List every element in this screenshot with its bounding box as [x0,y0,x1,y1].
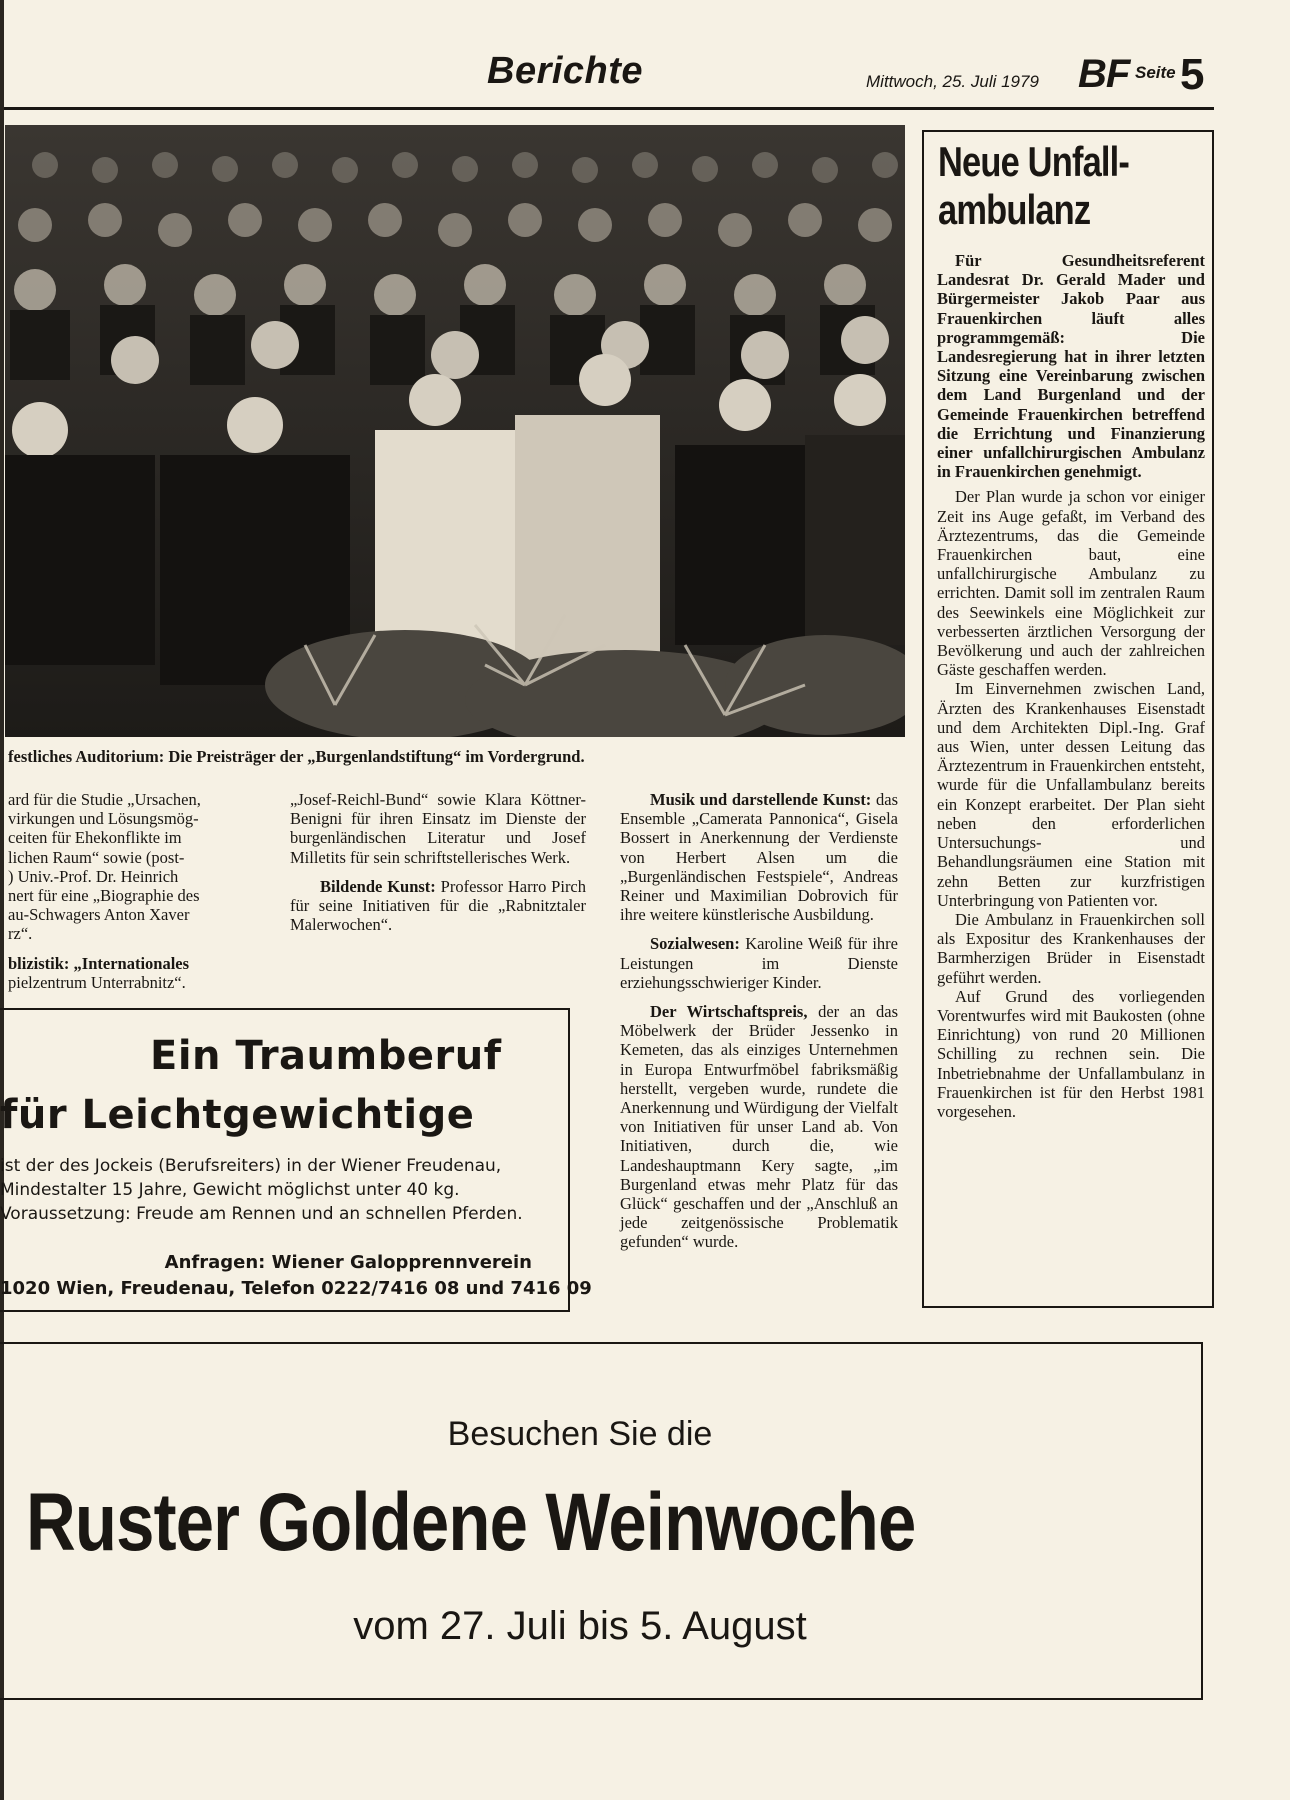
col1-line: blizistik: „Internationales [8,953,190,973]
sidebar-paragraph: Im Einvernehmen zwischen Land, Ärzten des Krankenhauses Eisenstadt und dem Architekten Dipl.-Ing. Graf aus Wien, unter dessen Leitung das Ärztezentrum in Frauenkirchen entsteht, wurde für die Unfallambulanz bereits ein Konzept erarbeitet. Der Plan sieht neben den erforderlichen Untersuchungs- und Behandlungsräumen eine Station mit zehn Betten zur kurzfristigen Unterbringung von Patienten vor. [937,679,1205,910]
jockey-ad-headline: Ein Traumberuf [150,1033,502,1079]
col1-line: ) Univ.-Prof. Dr. Heinrich [8,866,179,886]
col3-lead: Sozialwesen: [650,934,740,954]
sidebar-lead: Für Gesundheitsreferent Landesrat Dr. Gerald Mader und Bürgermeister Jakob Paar aus Frauenkirchen läuft alles programmgemäß: Die Landesregierung hat in ihrer letzten Sitzung eine Vereinbarung zwischen dem Land Burgenland und der Gemeinde Frauenkirchen betreffend die Errichtung und Finanzierung einer unfallchirurgischen Ambulanz in Frauenkirchen genehmigt. [937,251,1205,482]
sidebar-paragraph: Auf Grund des vorliegenden Vorentwurfes wird mit Baukosten (ohne Einrichtung) von rund 20 Millionen Schilling zu rechnen sein. Die Inbetriebnahme der Unfallambulanz in Frauenkirchen ist für den Herbst 1981 vorgesehen. [937,986,1205,1121]
sidebar-headline: Neue Unfall- ambulanz [938,138,1130,233]
photo-caption: festliches Auditorium: Die Preisträger der „Burgenlandstiftung“ im Vordergrund. [8,747,585,766]
jockey-ad-text: ist der des Jockeis (Berufsreiters) in der Wiener Freudenau, Mindestalter 15 Jahre, Gewicht möglichst unter 40 kg. Voraussetzung: Freude am Rennen und an schnellen Pferden. [0,1156,523,1224]
col1-line: au-Schwagers Anton Xaver [8,905,190,925]
col3-lead: Musik und darstellende Kunst: [650,790,872,809]
col3-lead: Der Wirtschaftspreis, [650,1002,808,1022]
col1-line: ard für die Studie „Ursachen, [8,790,201,809]
col1-line: pielzentrum Unterrabnitz“. [8,972,186,992]
weinwoche-ad-dates: vom 27. Juli bis 5. August [353,1604,807,1648]
col2-paragraph: „Josef-Reichl-Bund“ sowie Klara Köttner-Benigni für ihren Einsatz im Dienste der burgenländischen Literatur und Josef Milletits für sein schriftstellerisches Werk. [290,790,586,867]
sidebar-body [937,251,1205,1121]
article-column-2 [290,790,586,934]
article-column-3 [620,790,898,1252]
newspaper-logo: BF [1078,52,1130,96]
col3-paragraph: Der Wirtschaftspreis, der an das Möbelwerk der Brüder Jessenko in Kemeten, das als einziges Unternehmen in Europa Entwurfmöbel fabriksmäßig herstellt, vergeben wurde, rundete die Anerkennung und Würdigung der Vielfalt von Initiativen für unser Land ab. Von Initiativen, durch die, wie Landeshauptmann Kery sagte, „im Burgenland etwas mehr Platz für das Glück“ geschaffen und der „Anschluß an jede zeitgenössische Problematik gefunden“ wurde. [620,1002,899,1252]
section-title: Berichte [487,50,644,92]
article-column-1 [8,790,258,992]
sidebar-paragraph: Die Ambulanz in Frauenkirchen soll als Expositur des Krankenhauses der Barmherzigen Brüder in Eisenstadt geführt werden. [937,909,1205,987]
col1-line: rz“. [8,924,33,944]
weinwoche-ad-intro: Besuchen Sie die [447,1415,713,1453]
sidebar-paragraph: Der Plan wurde ja schon vor einiger Zeit ins Auge gefaßt, im Verband des Ärztezentrums, das die Gemeinde Frauenkirchen baut, eine unfallchirurgische Ambulanz zu errichten. Damit soll im zentralen Raum des Seewinkels eine Möglichkeit zur verbesserten ärztlichen Versorgung der Bevölkerung und auch der zahlreichen Gäste geschaffen werden. [937,487,1205,680]
page-number: 5 [1180,50,1205,99]
col2-lead: Bildende Kunst: [320,876,436,896]
issue-date: Mittwoch, 25. Juli 1979 [866,72,1039,91]
jockey-ad-subheadline: für Leichtgewichtige [0,1092,475,1138]
col1-line: nert für eine „Biographie des [8,886,200,906]
col1-line: ceiten für Ehekonflikte im [8,828,182,848]
col2-paragraph: Bildende Kunst: Professor Harro Pirch für seine Initiativen für die „Rabnitztaler Malerwochen“. [290,876,587,935]
col3-paragraph: Musik und darstellende Kunst: das Ensemble „Camerata Pannonica“, Gisela Bossert in Anerkennung der Verdienste von Herbert Alsen um die „Burgenländischen Festspiele“, Andreas Reiner und Maximilian Dobrovich für ihre weitere künstlerische Ausbildung. [620,790,899,925]
weinwoche-ad-headline: Ruster Goldene Weinwoche [26,1477,916,1568]
audience-photo [5,125,905,737]
col3-paragraph: Sozialwesen: Karoline Weiß für ihre Leistungen im Dienste erziehungsschwieriger Kinder. [620,934,898,992]
jockey-ad-contact: Anfragen: Wiener Galopprennverein 1020 Wien, Freudenau, Telefon 0222/7416 08 und 7416 09 [0,1252,592,1299]
header-rule [4,107,1214,110]
page-label: Seite [1135,63,1176,82]
col1-line: virkungen und Lösungsmög- [8,809,199,829]
col1-line: lichen Raum“ sowie (post- [8,847,185,867]
